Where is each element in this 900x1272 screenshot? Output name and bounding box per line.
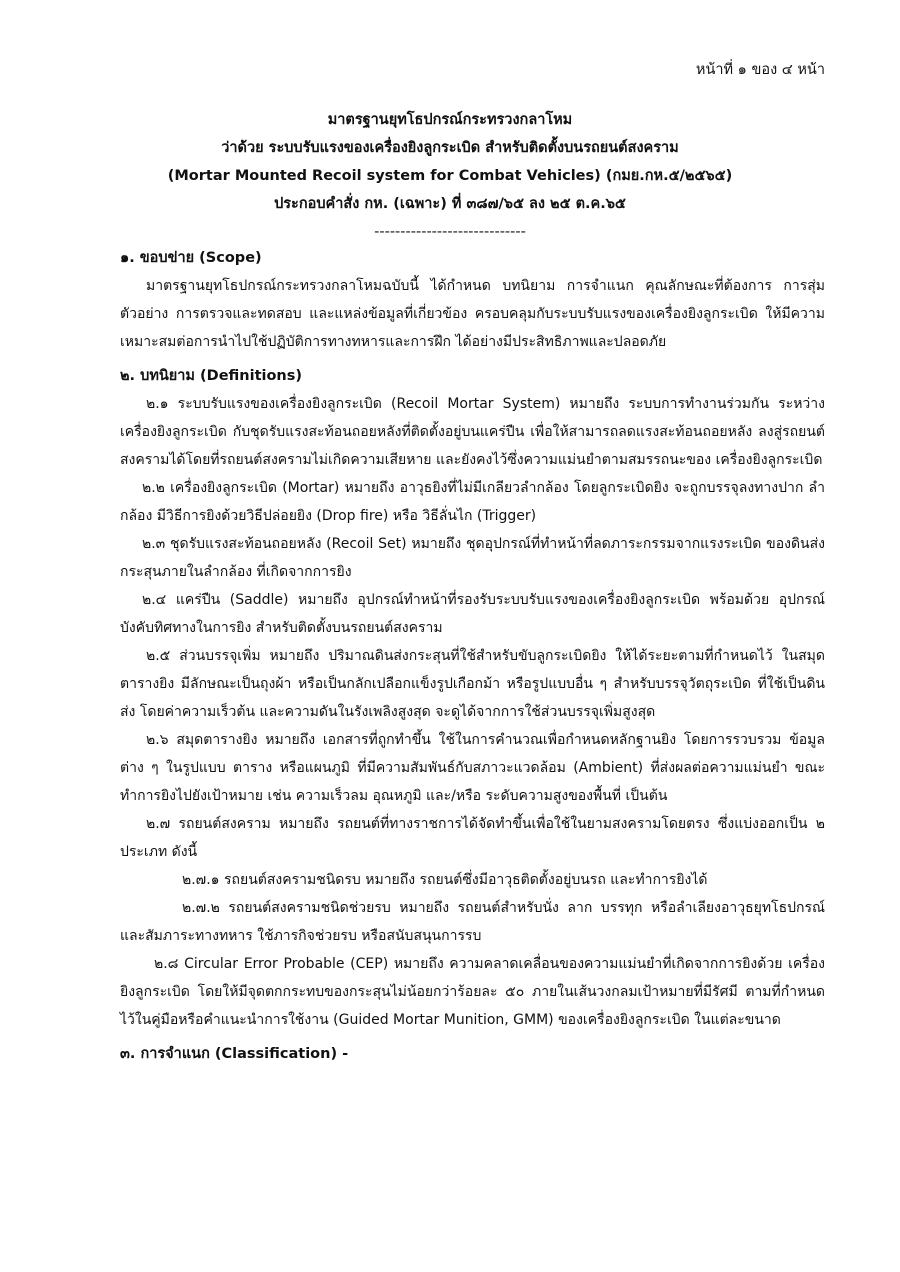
- scope-paragraph: มาตรฐานยุทโธปกรณ์กระทรวงกลาโหมฉบับนี้ ได้กำหนด บทนิยาม การจำแนก คุณลักษณะที่ต้องการ การสุ่มตัวอย่าง การตรวจและทดสอบ และแหล่งข้อมูลที่เกี่ยวข้อง ครอบคลุมกับระบบรับแรงของเครื่องยิงลูกระเบิด ให้มีความเหมาะสมต่อการนำไปใช้ปฏิบัติการทางทหารและการฝึก ได้อย่างมีประสิทธิภาพและปลอดภัย: [120, 278, 825, 350]
- definition-2-2: ๒.๒ เครื่องยิงลูกระเบิด (Mortar) หมายถึง อาวุธยิงที่ไม่มีเกลียวลำกล้อง โดยลูกระเบิดยิง จะถูกบรรจุลงทางปาก ลำกล้อง มีวิธีการยิงด้วยวิธีปล่อยยิง (Drop fire) หรือ วิธีลั่นไก (Trigger): [120, 480, 825, 524]
- definition-2-7-1: ๒.๗.๑ รถยนต์สงครามชนิดรบ หมายถึง รถยนต์ซึ่งมีอาวุธติดตั้งอยู่บนรถ และทำการยิงได้: [182, 872, 708, 888]
- document-body: [120, 244, 825, 1068]
- title-line-4: ประกอบคำสั่ง กห. (เฉพาะ) ที่ ๓๘๗/๖๕ ลง ๒๕ ต.ค.๖๕: [274, 196, 626, 212]
- definition-2-8: ๒.๘ Circular Error Probable (CEP) หมายถึง ความคลาดเคลื่อนของความแม่นยำที่เกิดจากการยิงด้วย เครื่องยิงลูกระเบิด โดยให้มีจุดตกกระทบของกระสุนไม่น้อยกว่าร้อยละ ๕๐ ภายในเส้นวงกลมเป้าหมายที่มีรัศมี ตามที่กำหนดไว้ในคู่มือหรือคำแนะนำการใช้งาน (Guided Mortar Munition, GMM) ของเครื่องยิงลูกระเบิด ในแต่ละขนาด: [120, 956, 825, 1028]
- title-line-1: มาตรฐานยุทโธปกรณ์กระทรวงกลาโหม: [327, 112, 573, 128]
- definition-2-7: ๒.๗ รถยนต์สงคราม หมายถึง รถยนต์ที่ทางราชการได้จัดทำขึ้นเพื่อใช้ในยามสงครามโดยตรง ซึ่งแบ่งออกเป็น ๒ ประเภท ดังนี้: [120, 816, 825, 860]
- page-number: หน้าที่ ๑ ของ ๔ หน้า: [695, 62, 825, 78]
- definition-2-6: ๒.๖ สมุดตารางยิง หมายถึง เอกสารที่ถูกทำขึ้น ใช้ในการคำนวณเพื่อกำหนดหลักฐานยิง โดยการรวบรวม ข้อมูลต่าง ๆ ในรูปแบบ ตาราง หรือแผนภูมิ ที่มีความสัมพันธ์กับสภาวะแวดล้อม (Ambient) ที่ส่งผลต่อความแม่นยำ ขณะทำการยิงไปยังเป้าหมาย เช่น ความเร็วลม อุณหภูมิ และ/หรือ ระดับความสูงของพื้นที่ เป็นต้น: [120, 732, 825, 804]
- document-title: [90, 106, 810, 246]
- title-line-3: (Mortar Mounted Recoil system for Combat Vehicles) (กมย.กห.๕/๒๕๖๕): [167, 168, 733, 184]
- section-definitions-heading: ๒. บทนิยาม (Definitions): [120, 368, 303, 384]
- section-classification-heading: ๓. การจำแนก (Classification) -: [120, 1046, 349, 1062]
- definition-2-4: ๒.๔ แคร่ปืน (Saddle) หมายถึง อุปกรณ์ทำหน้าที่รองรับระบบรับแรงของเครื่องยิงลูกระเบิด พร้อมด้วย อุปกรณ์บังคับทิศทางในการยิง สำหรับติดตั้งบนรถยนต์สงคราม: [120, 592, 825, 636]
- definition-2-5: ๒.๕ ส่วนบรรจุเพิ่ม หมายถึง ปริมาณดินส่งกระสุนที่ใช้สำหรับขับลูกระเบิดยิง ให้ได้ระยะตามที่กำหนดไว้ ในสมุดตารางยิง มีลักษณะเป็นถุงผ้า หรือเป็นกลักเปลือกแข็งรูปเกือกม้า หรือรูปแบบอื่น ๆ สำหรับบรรจุวัตถุระเบิด ที่ใช้เป็นดินส่ง โดยค่าความเร็วต้น และความดันในรังเพลิงสูงสุด จะดูได้จากการใช้ส่วนบรรจุเพิ่มสูงสุด: [120, 648, 825, 720]
- definition-2-3: ๒.๓ ชุดรับแรงสะท้อนถอยหลัง (Recoil Set) หมายถึง ชุดอุปกรณ์ที่ทำหน้าที่ลดภาระกรรมจากแรงระเบิด ของดินส่งกระสุนภายในลำกล้อง ที่เกิดจากการยิง: [120, 536, 825, 580]
- title-line-2: ว่าด้วย ระบบรับแรงของเครื่องยิงลูกระเบิด สำหรับติดตั้งบนรถยนต์สงคราม: [221, 140, 679, 156]
- definition-2-7-2: ๒.๗.๒ รถยนต์สงครามชนิดช่วยรบ หมายถึง รถยนต์สำหรับนั่ง ลาก บรรทุก หรือลำเลียงอาวุธยุทโธปกรณ์ และสัมภาระทางทหาร ใช้ภารกิจช่วยรบ หรือสนับสนุนการรบ: [120, 900, 825, 944]
- definition-2-1: ๒.๑ ระบบรับแรงของเครื่องยิงลูกระเบิด (Recoil Mortar System) หมายถึง ระบบการทำงานร่วมกัน ระหว่างเครื่องยิงลูกระเบิด กับชุดรับแรงสะท้อนถอยหลังที่ติดตั้งอยู่บนแคร่ปืน เพื่อให้สามารถลดแรงสะท้อนถอยหลัง ลงสู่รถยนต์สงครามได้โดยที่รถยนต์สงครามไม่เกิดความเสียหาย และยังคงไว้ซึ่งความแม่นยำตามสมรรถนะของ เครื่องยิงลูกระเบิด: [120, 396, 825, 468]
- section-scope-heading: ๑. ขอบข่าย (Scope): [120, 250, 262, 266]
- title-divider: -----------------------------: [374, 224, 526, 240]
